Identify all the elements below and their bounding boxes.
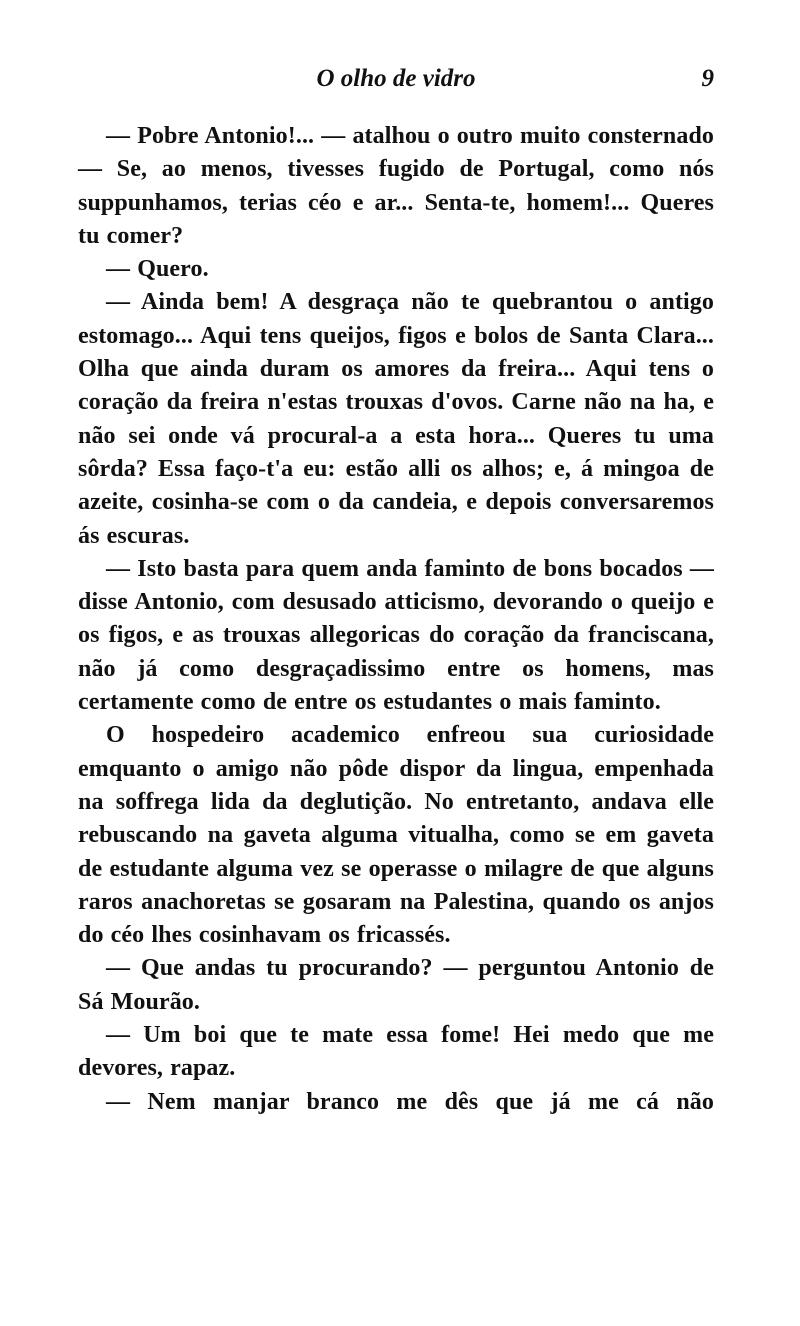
- paragraph: — Um boi que te mate essa fome! Hei medo que me devores, rapaz.: [78, 1022, 714, 1082]
- paragraph: — Pobre Antonio!... — atalhou o outro muito consternado — Se, ao menos, tivesses fugido de Portugal, como nós suppunhamos, terias céo e ar... Senta-te, homem!... Queres tu comer?: [78, 123, 714, 249]
- paragraph: O hospedeiro academico enfreou sua curiosidade emquanto o amigo não pôde dispor da lingua, empenhada na soffrega lida da deglutição. No entretanto, andava elle rebuscando na gaveta alguma vitualha, como se em gaveta de estudante alguma vez se operasse o milagre de que alguns raros anachoretas se gosaram na Palestina, quando os anjos do céo lhes cosinhavam os fricassés.: [78, 722, 714, 949]
- paragraph: — Nem manjar branco me dês que já me cá não: [106, 1088, 714, 1115]
- body-text: [78, 120, 714, 1119]
- running-title: O olho de vidro: [316, 65, 476, 92]
- paragraph: — Ainda bem! A desgraça não te quebrantou o antigo estomago... Aqui tens queijos, figos e bolos de Santa Clara... Olha que ainda duram os amores da freira... Aqui tens o coração da freira n'estas trouxas d'ovos. Carne não na ha, e não sei onde vá procural-a a esta hora... Queres tu uma sôrda? Essa faço-t'a eu: estão alli os alhos; e, á mingoa de azeite, cosinha-se com o da candeia, e depois conversaremos ás escuras.: [78, 289, 714, 549]
- paragraph: — Quero.: [106, 256, 209, 283]
- paragraph: — Que andas tu procurando? — perguntou Antonio de Sá Mourão.: [78, 955, 714, 1015]
- paragraph: — Isto basta para quem anda faminto de bons bocados — disse Antonio, com desusado atticismo, devorando o queijo e os figos, e as trouxas allegoricas do coração da franciscana, não já como desgraçadissimo entre os homens, mas certamente como de entre os estudantes o mais faminto.: [78, 555, 714, 716]
- page-number: 9: [701, 65, 714, 92]
- page-header: [78, 62, 714, 96]
